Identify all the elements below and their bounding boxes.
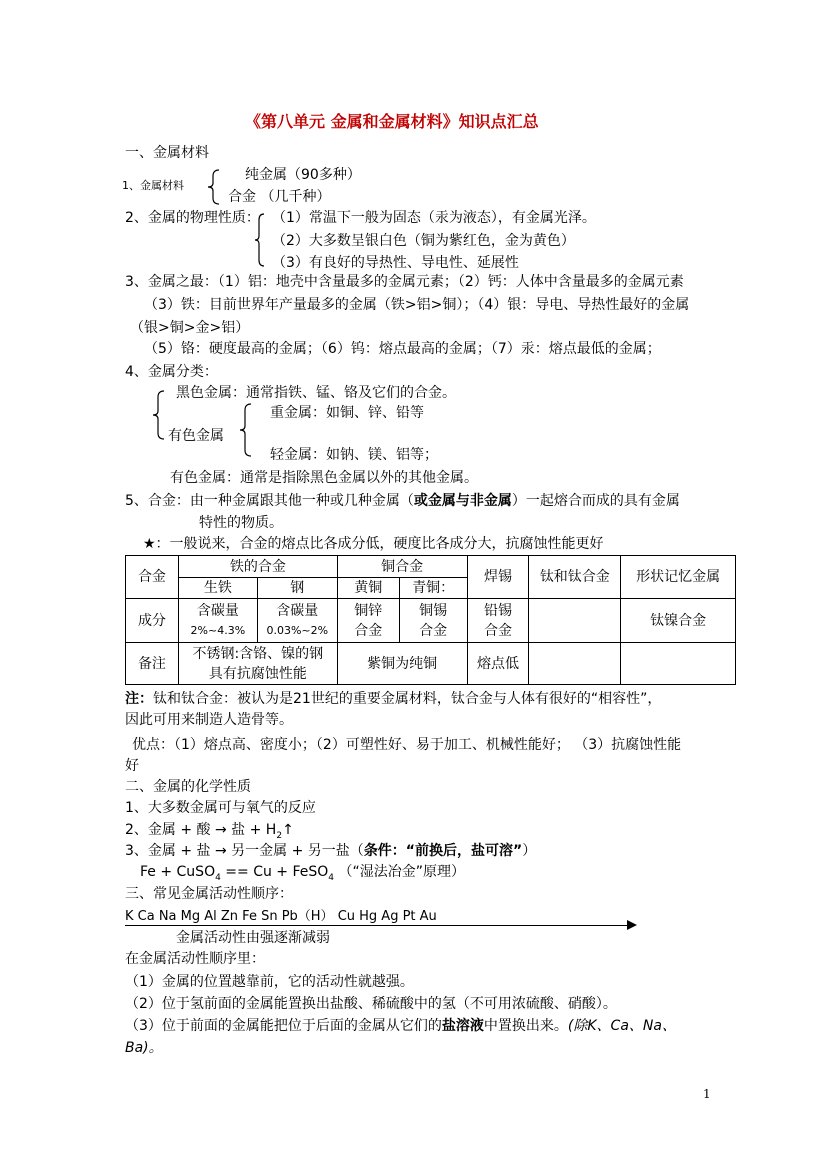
solder-c1: 铅锡 [483,602,512,619]
property-3: （3）有良好的导热性、导电性、延展性 [272,255,519,271]
alloy-def-bold: 或金属与非金属 [413,493,512,509]
cell-copper-note: 紫铜为纯铜 [337,643,467,685]
alloy-definition-line-1 [125,491,680,511]
cell-solder-composition [467,599,529,643]
row-label-note: 备注 [126,643,179,685]
iron-note-1: 不锈钢:含铬、镍的钢 [192,645,324,662]
point-3-bold: 盐溶液 [441,1018,484,1034]
header-copper-alloy: 铜合金 [337,556,467,578]
activity-point-3-cont: Ba)。 [125,1040,163,1056]
bronze-c2: 合金 [419,622,448,639]
header-shape-memory: 形状记忆金属 [621,556,736,599]
activity-intro: 在金属活动性顺序里： [125,951,265,967]
header-titanium: 钛和钛合金 [529,556,621,599]
activity-point-3 [125,1016,676,1036]
header-steel: 钢 [257,578,337,599]
brace-colored-metals [239,402,253,458]
cell-titanium-note [529,643,621,685]
brace-metal-material [207,168,221,206]
alloy-definition-line-2: 特性的物质。 [199,515,283,531]
cell-solder-note: 熔点低 [467,643,529,685]
brace-physical-properties [254,212,266,268]
steel-c1: 含碳量 [276,602,319,619]
solder-c2: 合金 [483,622,512,639]
reaction-3-condition: 条件：“前换后，盐可溶” [363,843,523,859]
brace-metal-classes [152,389,166,441]
heavy-metal-text: 重金属：如铜、锌、铅等 [270,405,424,421]
titanium-note-line-1 [125,689,661,709]
cell-sma-composition: 钛镍合金 [621,599,736,643]
pig-c2: 2%~4.3% [190,623,246,637]
header-iron-alloy: 铁的合金 [178,556,337,578]
cell-titanium-composition [529,599,621,643]
note-text: 钛和钛合金：被认为是21世纪的重要金属材料，钛合金与人体有很好的“相容性”， [153,691,662,707]
eq-part-b: == Cu + FeSO [220,864,329,880]
header-pig-iron: 生铁 [178,578,257,599]
reaction-1: 1、大多数金属可与氧气的反应 [125,800,316,816]
eq-sub-1: 4 [215,872,221,883]
header-solder: 焊锡 [467,556,529,599]
page-title: 《第八单元 金属和金属材料》知识点汇总 [245,112,539,131]
reaction-2-arrow: ↑ [282,822,294,838]
metal-records-line-3: （银>铜>金>铝） [130,320,250,336]
iron-note-2: 具有抗腐蚀性能 [208,665,307,682]
cell-bronze-composition [399,599,467,643]
header-bronze: 青铜： [399,578,467,599]
cell-iron-note [178,643,337,685]
activity-trend: 金属活动性由强逐渐减弱 [176,930,330,946]
point-3-pre: （3）位于前面的金属能把位于后面的金属从它们的 [125,1018,442,1034]
eq-sub-2: 4 [328,872,335,883]
titanium-advantages-line-1: 优点：（1）熔点高、密度小；（2）可塑性好、易于加工、机械性能好； （3）抗腐蚀性能 [132,737,682,753]
reaction-3-post: ） [522,843,537,859]
alloy-table [125,555,736,685]
reaction-3-pre: 3、金属 + 盐 → 另一金属 + 另一盐（ [125,843,364,859]
cell-steel-composition [257,599,337,643]
light-metal-text: 轻金属：如钠、镁、铝等； [270,447,438,463]
metal-records-line-1: 3、金属之最：（1）铝：地壳中含量最多的金属元素；（2）钙：人体中含量最多的金属元素 [125,274,684,290]
titanium-advantages-line-2: 好 [125,758,139,774]
alloy-def-post: ）一起熔合而成的具有金属 [511,493,680,509]
reaction-2-sub: 2 [276,830,283,841]
pure-metal-item: 纯金属（90多种） [245,167,361,183]
steel-c2: 0.03%~2% [266,623,329,637]
alloy-def-pre: 5、合金：由一种金属跟其他一种或几种金属（ [125,493,414,509]
page-number: 1 [703,1087,711,1101]
alloy-star-note: ★：一般说来，合金的熔点比各成分低，硬度比各成分大，抗腐蚀性能更好 [143,536,604,552]
colored-metal-label: 有色金属 [168,428,224,444]
chemical-properties-heading: 二、金属的化学性质 [125,779,251,795]
pig-c1: 含碳量 [196,602,239,619]
cell-sma-note [621,643,736,685]
brass-c1: 铜锌 [354,602,383,619]
cell-pig-iron-composition [178,599,257,643]
property-1: （1）常温下一般为固态（汞为液态），有金属光泽。 [272,210,596,226]
activity-point-2: （2）位于氢前面的金属能置换出盐酸、稀硫酸中的氢（不可用浓硫酸、硝酸）。 [125,996,617,1012]
metal-material-label: 1、金属材料 [122,179,184,192]
bronze-c1: 铜锡 [419,602,448,619]
section-1-heading: 一、金属材料 [125,145,209,161]
activity-arrow-line [125,925,633,926]
reaction-3 [125,841,536,861]
physical-properties-heading: 2、金属的物理性质： [125,210,260,226]
header-brass: 黄铜 [337,578,399,599]
activity-point-1: （1）金属的位置越靠前，它的活动性就越强。 [125,974,414,990]
row-label-composition: 成分 [126,599,179,643]
activity-series: K Ca Na Mg Al Zn Fe Sn Pb（H） Cu Hg Ag Pt Au [125,909,437,924]
point-3-italic: (除K、Ca、Na、 [567,1018,676,1034]
note-label: 注： [125,691,153,707]
header-alloy: 合金 [126,556,179,599]
reaction-2-text: 2、金属 + 酸 → 盐 + H [125,822,277,838]
titanium-note-line-2: 因此可用来制造人造骨等。 [125,712,293,728]
activity-series-heading: 三、常见金属活动性顺序： [125,886,293,902]
black-metal-text: 黑色金属：通常指铁、锰、铬及它们的合金。 [176,385,456,401]
property-2: （2）大多数呈银白色（铜为紫红色，金为黄色） [272,233,575,249]
alloy-item: 合金 （几千种） [228,189,331,205]
colored-metal-definition: 有色金属：通常是指除黑色金属以外的其他金属。 [170,470,478,486]
activity-arrow-head [627,920,637,930]
metal-records-line-4: （5）铬：硬度最高的金属；（6）钨：熔点最高的金属；（7）汞：熔点最低的金属； [144,341,661,357]
eq-part-a: Fe + CuSO [140,864,216,880]
point-3-mid: 中置换出来。 [483,1018,568,1034]
brass-c2: 合金 [354,622,383,639]
eq-part-c: （“湿法冶金”原理） [334,864,465,880]
cell-brass-composition [337,599,399,643]
metal-records-line-2: （3）铁：目前世界年产量最多的金属（铁>铝>铜）；（4）银：导电、导热性最好的金属 [144,297,690,313]
metal-classification-heading: 4、金属分类： [125,364,218,380]
